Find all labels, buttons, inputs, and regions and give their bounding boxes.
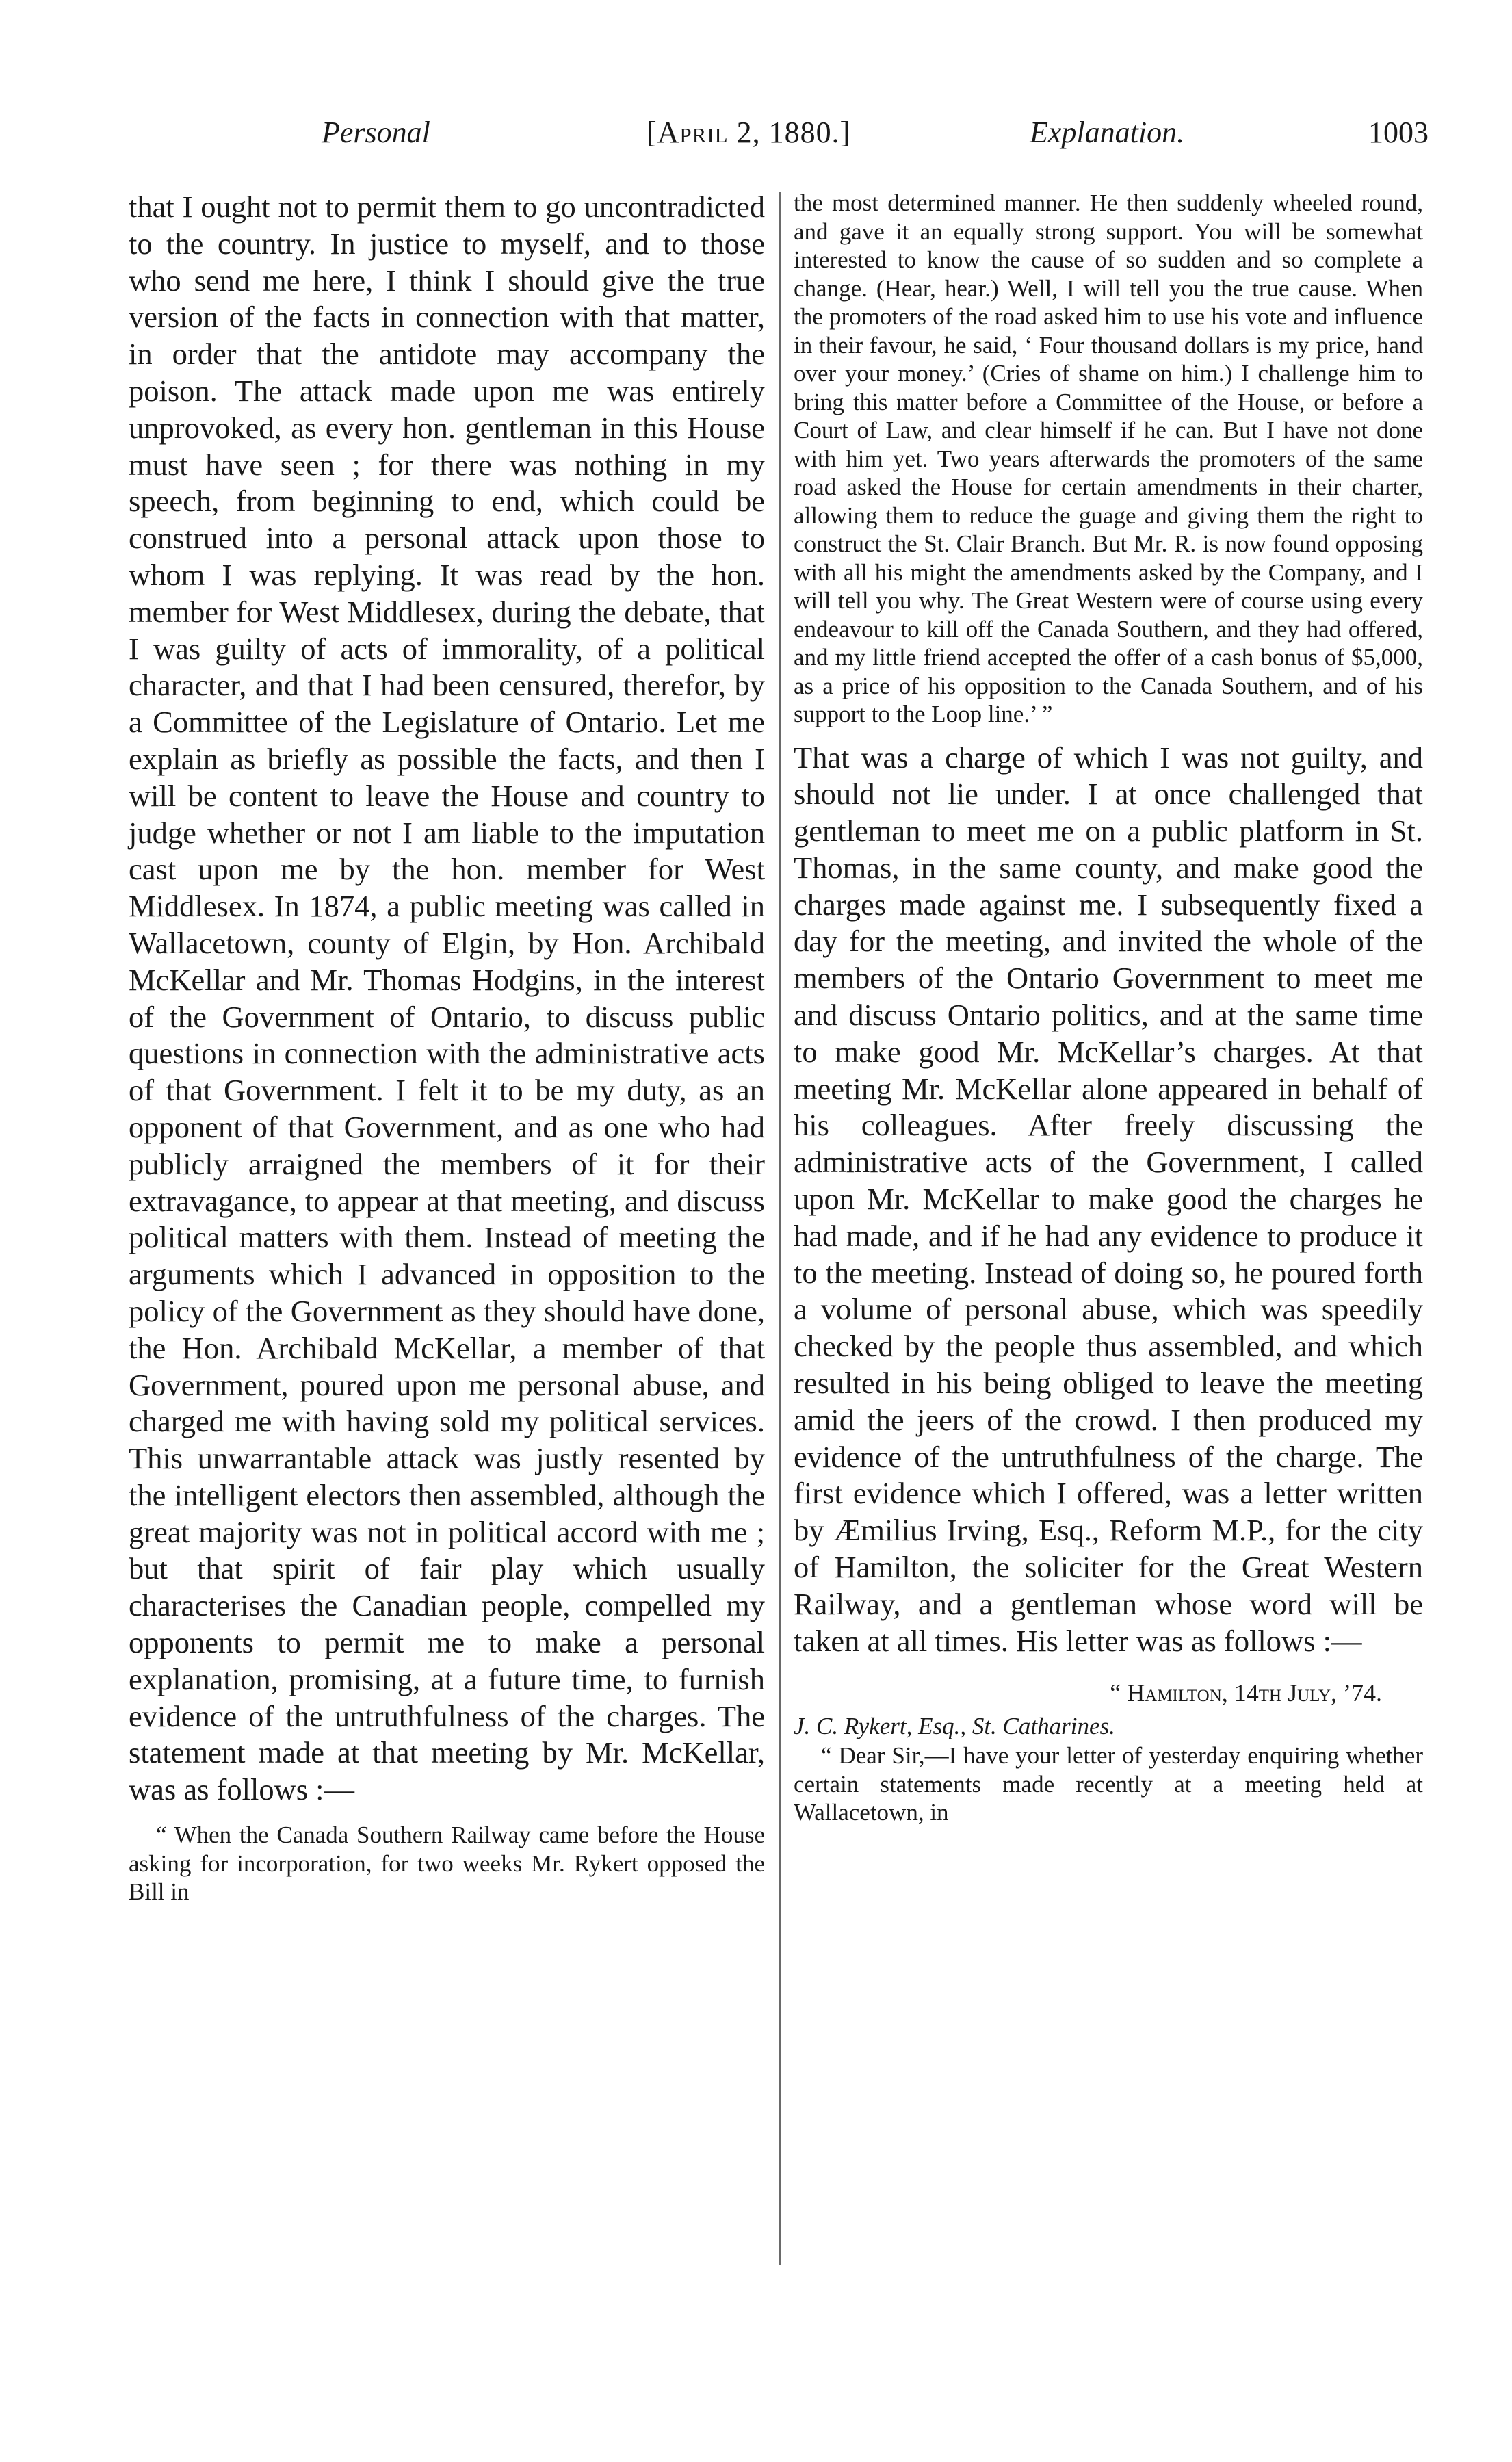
left-column xyxy=(129,189,765,1906)
running-header xyxy=(0,115,1512,163)
page-number: 1003 xyxy=(1368,116,1429,149)
right-quote-continuation: the most determined manner. He then suddenly wheeled round, and gave it an equally strong support. You will be somewhat interested to know the cause of so sudden and so complete a change. (Hear, hear.) Well, I will tell you the true cause. When the promoters of the road asked him to use his vote and influence in their favour, he said, ‘ Four thousand dollars is my price, hand over your money.’ (Cries of shame on him.) I challenge him to bring this matter before a Committee of the House, or before a Court of Law, and clear himself if he can. But I have not done with him yet. Two years afterwards the promoters of the same road asked the House for certain amendments in their charter, allowing them to reduce the guage and giving them the right to construct the St. Clair Branch. But Mr. R. is now found opposing with all his might the amendments asked by the Company, and I will tell you why. The Great Western were of course using every endeavour to kill off the Canada Southern, and they had offered, and my little friend accepted the offer of a cash bonus of $5,000, as a price of his opposition to the Canada Southern, and of his support to the Loop line.’ ” xyxy=(794,190,1423,727)
right-paragraph-speech: That was a charge of which I was not guilty, and should not lie under. I at once challenged that gentleman to meet me on a public platform in St. Thomas, in the same county, and make good the charges made against me. I subsequently fixed a day for the meeting, and invited the whole of the members of the Ontario Government to meet me and discuss Ontario politics, and at the same time to make good Mr. McKellar’s charges. At that meeting Mr. McKellar alone appeared in behalf of his colleagues. After freely discussing the administrative acts of the Government, I called upon Mr. McKellar to make good the charges he had made, and if he had any evidence to produce it to the meeting. Instead of doing so, he poured forth a volume of personal abuse, which was speedily checked by the people thus assembled, and which resulted in his being obliged to leave the meeting amid the jeers of the crowd. I then produced my evidence of the untruthfulness of the charge. The first evidence which I offered, was a letter written by Æmilius Irving, Esq., Reform M.P., for the city of Hamilton, the soliciter for the Great Western Railway, and a gentleman whose word will be taken at all times. His letter was as follows :— xyxy=(794,740,1423,1658)
right-column xyxy=(794,189,1423,1827)
header-section-right: Explanation. xyxy=(1030,116,1185,149)
letter-addressee: J. C. Rykert, Esq., St. Catharines. xyxy=(794,1713,1115,1740)
left-paragraph-speech: that I ought not to permit them to go uncontradicted to the country. In justice to myself, and to those who send me here, I think I should give the true version of the facts in connection with that matter, in order that the antidote may accompany the poison. The attack made upon me was entirely unprovoked, as every hon. gentleman in this House must have seen ; for there was nothing in my speech, from beginning to end, which could be construed into a personal attack upon those to whom I was replying. It was read by the hon. member for West Middlesex, during the debate, that I was guilty of acts of immorality, of a political character, and that I had been censured, therefor, by a Committee of the Legislature of Ontario. Let me explain as briefly as possible the facts, and then I will be content to leave the House and country to judge whether or not I am liable to the imputation cast upon me by the hon. member for West Middlesex. In 1874, a public meeting was called in Wallacetown, county of Elgin, by Hon. Archibald McKellar and Mr. Thomas Hodgins, in the interest of the Government of Ontario, to discuss public questions in connection with the administrative acts of that Government. I felt it to be my duty, as an opponent of that Government, and as one who had publicly arraigned the members of it for their extravagance, to appear at that meeting, and discuss political matters with them. Instead of meeting the arguments which I advanced in opposition to the policy of the Government as they should have done, the Hon. Archibald McKellar, a member of that Government, poured upon me personal abuse, and charged me with having sold my political services. This unwarrantable attack was justly resented by the intelligent electors then assembled, although the great majority was not in political accord with me ; but that spirit of fair play which usually characterises the Canadian people, compelled my opponents to permit me to make a personal explanation, promising, at a future time, to furnish evidence of the untruthfulness of the charges. The statement made at that meeting by Mr. McKellar, was as follows :— xyxy=(129,190,765,1807)
column-divider xyxy=(779,192,781,2265)
letter-body-start: “ Dear Sir,—I have your letter of yesterday enquiring whether certain statements made recently at a meeting held at Wallacetown, in xyxy=(794,1742,1423,1826)
letter-dateline: “ Hamilton, 14th July, ’74. xyxy=(1110,1679,1382,1707)
header-date: [April 2, 1880.] xyxy=(647,116,851,149)
left-quote-start: “ When the Canada Southern Railway came before the House asking for incorporation, for two weeks Mr. Rykert opposed the Bill in xyxy=(129,1822,765,1906)
header-section-left: Personal xyxy=(322,116,430,149)
